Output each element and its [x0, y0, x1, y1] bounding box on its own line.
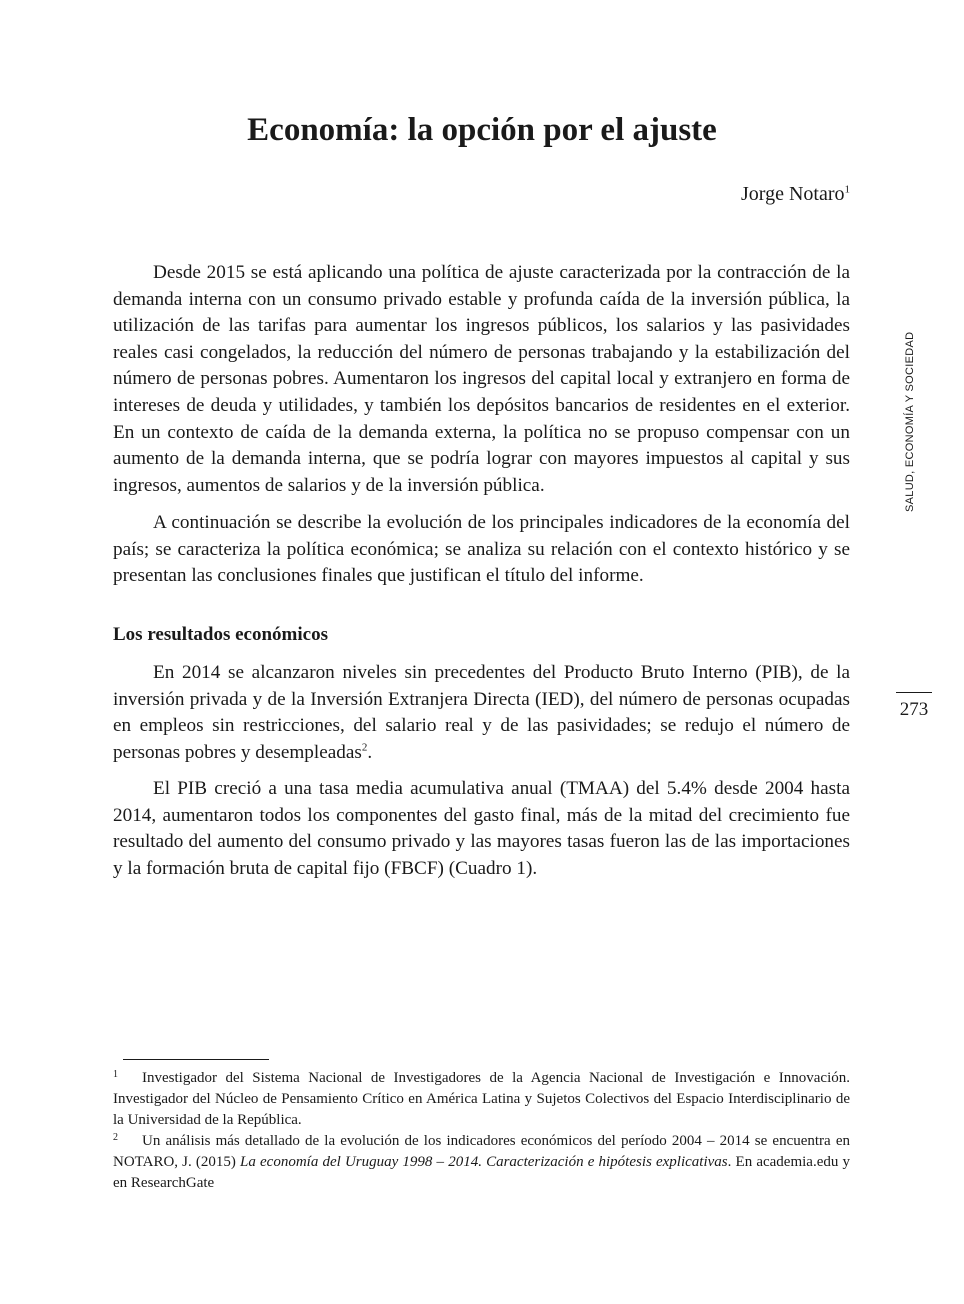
paragraph-1: Desde 2015 se está aplicando una política de ajuste caracterizada por la contracción de la demanda interna con un consumo privado estable y profunda caída de la inversión pública, la utilización de las tarifas para aumentar los ingresos públicos, los salarios y las pasividades reales casi congelados, la reducción del número de personas trabajando y la estabilización del número de personas pobres. Aumentaron los ingresos del capital local y extranjero en forma de intereses de deuda y utilidades, y también los depósitos bancarios de residentes en el exterior. En un contexto de caída de la demanda externa, la política no se propuso compensar con un aumento de la demanda interna, que se podría lograr con mayores impuestos al capital y sus ingresos, aumentos de salarios y de la inversión pública.: [113, 262, 850, 496]
page-number: 273: [899, 699, 929, 720]
page-number-rule: [896, 692, 932, 693]
paragraph-block-results: [113, 660, 850, 766]
author-footnote-mark: 1: [844, 183, 850, 196]
paragraph-3-text: En 2014 se alcanzaron niveles sin precedentes del Producto Bruto Interno (PIB), de la inversión privada y de la Inversión Extranjera Directa (IED), del número de personas ocupadas en empleos sin restricciones, del salario real y de las pasividades; se redujo el número de personas pobres y desempleadas: [113, 662, 850, 763]
footnote-1: [113, 1068, 850, 1131]
paragraph-block-intro: [113, 260, 850, 499]
footnote-1-number: 1: [113, 1069, 118, 1080]
footnote-ref-2: 2: [361, 741, 368, 754]
footnote-2-cited-title: La economía del Uruguay 1998 – 2014. Caracterización e hipótesis explicativas: [240, 1154, 728, 1170]
author-name: [741, 180, 850, 208]
page-title: Economía: la opción por el ajuste: [247, 112, 717, 148]
paragraph-4: El PIB creció a una tasa media acumulativa anual (TMAA) del 5.4% desde 2004 hasta 2014, aumentaron todos los componentes del gasto final, más de la mitad del crecimiento fue resultado del aumento del consumo privado y las mayores tasas fueron las de las importaciones y la formación bruta de capital fijo (FBCF) (Cuadro 1).: [113, 778, 850, 879]
footnote-separator: [123, 1059, 269, 1060]
footnote-1-text: Investigador del Sistema Nacional de Investigadores de la Agencia Nacional de Investigación e Innovación. Investigador del Núcleo de Pensamiento Crítico en América Latina y Sujetos Colectivos del Espacio Interdisciplinario de la Universidad de la República.: [113, 1070, 850, 1128]
section-heading: Los resultados económicos: [113, 624, 328, 645]
paragraph-3-end: .: [367, 741, 373, 763]
paragraph-block-outline: [113, 510, 850, 590]
paragraph-3: [113, 660, 850, 766]
footnotes: [113, 1068, 850, 1194]
author-name-text: Jorge Notaro: [741, 183, 845, 205]
running-section-label: SALUD, ECONOMÍA Y SOCIEDAD: [904, 331, 916, 512]
paragraph-block-growth: [113, 776, 850, 882]
footnote-2-text-end: . En academia.edu y en ResearchGate: [113, 1154, 851, 1191]
footnote-2: [113, 1131, 850, 1194]
paragraph-2: A continuación se describe la evolución de los principales indicadores de la economía del país; se caracteriza la política económica; se analiza su relación con el contexto histórico y se presentan las conclusiones finales que justifican el título del informe.: [113, 512, 850, 587]
footnote-2-number: 2: [113, 1132, 118, 1143]
footnote-2-text: Un análisis más detallado de la evolución de los indicadores económicos del período 2004 – 2014 se encuentra en NOTARO, J. (2015): [113, 1133, 850, 1170]
